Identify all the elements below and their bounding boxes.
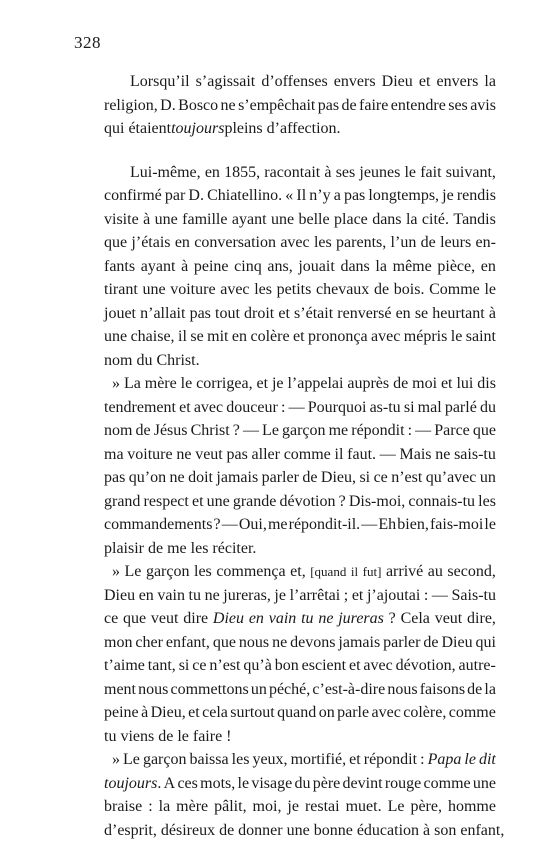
text-line: visite à une famille ayant une belle place dans la cité. Tandis bbox=[104, 208, 496, 232]
paragraph bbox=[104, 70, 496, 141]
text-line: plaisir de me les réciter. bbox=[104, 537, 496, 561]
text-line: » La mère le corrigea, et je l’appelai auprès de moi et lui dis bbox=[104, 372, 496, 396]
text-line: t’aime tant, si ce n’est qu’à bon escient et avec dévotion, autre- bbox=[104, 654, 496, 678]
text-line: tu viens de le faire ! bbox=[104, 725, 496, 749]
text-line: pas qu’on ne doit jamais parler de Dieu, si ce n’est qu’avec un bbox=[104, 466, 496, 490]
text-line: nom de Jésus Christ ? — Le garçon me répondit : — Parce que bbox=[104, 419, 496, 443]
text-line: qui étaient toujours pleins d’affection. bbox=[104, 117, 496, 141]
page-number: 328 bbox=[74, 33, 101, 53]
text-line: que j’étais en conversation avec les parents, l’un de leurs en- bbox=[104, 231, 496, 255]
paragraph bbox=[104, 372, 496, 560]
text-line: toujours. A ces mots, le visage du père devint rouge comme une bbox=[104, 772, 496, 796]
text-line: religion, D. Bosco ne s’empêchait pas de faire entendre ses avis bbox=[104, 94, 496, 118]
text-line: une chaise, il se mit en colère et prononça avec mépris le saint bbox=[104, 325, 496, 349]
text-line: ce que veut dire Dieu en vain tu ne jureras ? Cela veut dire, bbox=[104, 607, 496, 631]
text-line: tirant une voiture avec les petits chevaux de bois. Comme le bbox=[104, 278, 496, 302]
text-line: » Le garçon baissa les yeux, mortifié, et répondit : Papa le dit bbox=[104, 748, 496, 772]
paragraph bbox=[104, 161, 496, 373]
text-line: ment nous commettons un péché, c’est-à-dire nous faisons de la bbox=[104, 678, 496, 702]
text-line: confirmé par D. Chiatellino. « Il n’y a pas longtemps, je rendis bbox=[104, 184, 496, 208]
text-line: grand respect et une grande dévotion ? Dis-moi, connais-tu les bbox=[104, 490, 496, 514]
text-line: peine à Dieu, et cela surtout quand on parle avec colère, comme bbox=[104, 701, 496, 725]
paragraph bbox=[104, 748, 496, 842]
paragraph bbox=[104, 560, 496, 748]
text-line: Dieu en vain tu ne jureras, je l’arrêtai ; et j’ajoutai : — Sais-tu bbox=[104, 584, 496, 608]
text-line: tendrement et avec douceur : — Pourquoi as-tu si mal parlé du bbox=[104, 396, 496, 420]
text-line: » Le garçon les commença et, [quand il fut] arrivé au second, bbox=[104, 560, 496, 584]
text-line: commandements ? — Oui, me répondit-il. — Eh bien, fais-moi le bbox=[104, 513, 496, 537]
text-line: Lorsqu’il s’agissait d’offenses envers Dieu et envers la bbox=[104, 70, 496, 94]
text-line: nom du Christ. bbox=[104, 349, 496, 373]
text-line: fants ayant à peine cinq ans, jouait dans la même pièce, en bbox=[104, 255, 496, 279]
body-text bbox=[104, 70, 496, 842]
text-line: d’esprit, désireux de donner une bonne éducation à son enfant, bbox=[104, 819, 496, 842]
text-line: mon cher enfant, que nous ne devons jamais parler de Dieu qui bbox=[104, 631, 496, 655]
text-line: Lui-même, en 1855, racontait à ses jeunes le fait suivant, bbox=[104, 161, 496, 185]
text-line: ma voiture ne veut pas aller comme il faut. — Mais ne sais-tu bbox=[104, 443, 496, 467]
text-line: braise : la mère pâlit, moi, je restai muet. Le père, homme bbox=[104, 795, 496, 819]
paragraph-gap bbox=[104, 141, 496, 161]
text-line: jouet n’allait pas tout droit et s’était renversé en se heurtant à bbox=[104, 302, 496, 326]
